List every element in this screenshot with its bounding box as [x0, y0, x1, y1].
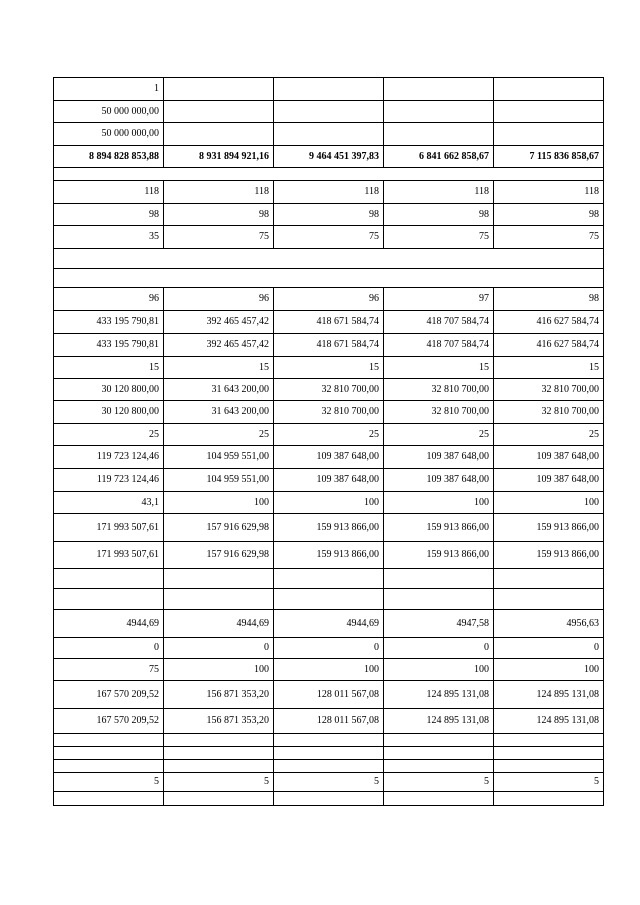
table-cell: 171 993 507,61	[54, 542, 164, 569]
table-cell	[274, 792, 384, 806]
table-row	[54, 146, 604, 168]
table-cell	[384, 747, 494, 760]
table-cell: 392 465 457,42	[164, 334, 274, 357]
table-cell: 167 570 209,52	[54, 681, 164, 709]
table-cell: 0	[54, 638, 164, 659]
table-cell: 109 387 648,00	[494, 446, 604, 469]
table-body	[54, 78, 604, 806]
table-cell: 96	[54, 288, 164, 311]
table-cell: 433 195 790,81	[54, 334, 164, 357]
table-cell: 25	[494, 424, 604, 446]
table-cell: 157 916 629,98	[164, 542, 274, 569]
table-cell: 43,1	[54, 492, 164, 514]
table-cell: 0	[274, 638, 384, 659]
table-cell: 416 627 584,74	[494, 334, 604, 357]
table-row	[54, 589, 604, 610]
table-row	[54, 709, 604, 734]
table-cell	[384, 589, 494, 610]
table-cell: 109 387 648,00	[274, 469, 384, 492]
table-row	[54, 101, 604, 123]
table-cell: 392 465 457,42	[164, 311, 274, 334]
table-cell: 159 913 866,00	[384, 542, 494, 569]
table-cell: 96	[274, 288, 384, 311]
table-cell: 100	[274, 492, 384, 514]
table-cell: 75	[384, 226, 494, 249]
table-row	[54, 168, 604, 181]
table-cell: 5	[274, 773, 384, 792]
table-cell: 98	[164, 204, 274, 226]
table-cell	[384, 760, 494, 773]
table-row	[54, 269, 604, 288]
table-cell	[164, 589, 274, 610]
table-cell: 32 810 700,00	[274, 401, 384, 424]
table-cell: 100	[494, 659, 604, 681]
table-cell: 1	[54, 78, 164, 101]
table-cell	[54, 569, 164, 589]
table-cell: 124 895 131,08	[494, 681, 604, 709]
table-cell: 96	[164, 288, 274, 311]
table-cell: 100	[164, 492, 274, 514]
table-cell	[494, 569, 604, 589]
table-cell: 418 707 584,74	[384, 311, 494, 334]
table-row	[54, 334, 604, 357]
table-cell	[384, 734, 494, 747]
table-cell	[384, 78, 494, 101]
table-cell: 4944,69	[164, 610, 274, 638]
table-cell: 0	[494, 638, 604, 659]
table-cell: 25	[384, 424, 494, 446]
table-row	[54, 760, 604, 773]
table-row	[54, 734, 604, 747]
data-table-container	[53, 77, 603, 806]
table-cell: 109 387 648,00	[494, 469, 604, 492]
table-cell: 433 195 790,81	[54, 311, 164, 334]
table-cell	[164, 123, 274, 146]
table-cell: 171 993 507,61	[54, 514, 164, 542]
table-cell: 25	[164, 424, 274, 446]
table-cell: 128 011 567,08	[274, 681, 384, 709]
table-cell	[54, 589, 164, 610]
table-cell: 0	[164, 638, 274, 659]
table-row	[54, 659, 604, 681]
table-row	[54, 514, 604, 542]
table-row	[54, 681, 604, 709]
table-cell	[164, 734, 274, 747]
table-cell: 15	[274, 357, 384, 379]
table-cell: 50 000 000,00	[54, 101, 164, 123]
table-cell: 118	[164, 181, 274, 204]
table-row	[54, 379, 604, 401]
table-row	[54, 249, 604, 269]
table-row	[54, 424, 604, 446]
table-cell	[54, 168, 604, 181]
table-cell: 6 841 662 858,67	[384, 146, 494, 168]
table-cell: 100	[494, 492, 604, 514]
table-cell: 167 570 209,52	[54, 709, 164, 734]
table-cell: 159 913 866,00	[274, 514, 384, 542]
table-cell	[274, 101, 384, 123]
table-cell: 97	[384, 288, 494, 311]
table-cell	[494, 123, 604, 146]
table-cell: 0	[384, 638, 494, 659]
table-row	[54, 747, 604, 760]
table-cell: 418 707 584,74	[384, 334, 494, 357]
table-row	[54, 773, 604, 792]
table-cell	[274, 78, 384, 101]
table-cell	[274, 589, 384, 610]
table-cell: 119 723 124,46	[54, 446, 164, 469]
table-row	[54, 638, 604, 659]
table-cell	[494, 760, 604, 773]
table-cell: 15	[164, 357, 274, 379]
table-cell	[164, 760, 274, 773]
table-row	[54, 469, 604, 492]
table-cell: 418 671 584,74	[274, 334, 384, 357]
table-cell	[54, 249, 604, 269]
table-cell: 118	[384, 181, 494, 204]
table-cell: 31 643 200,00	[164, 379, 274, 401]
table-cell: 159 913 866,00	[384, 514, 494, 542]
table-cell: 32 810 700,00	[384, 401, 494, 424]
table-cell: 4944,69	[274, 610, 384, 638]
table-row	[54, 181, 604, 204]
table-cell	[274, 747, 384, 760]
table-cell: 25	[54, 424, 164, 446]
table-cell: 75	[54, 659, 164, 681]
table-cell	[164, 569, 274, 589]
table-row	[54, 792, 604, 806]
table-cell: 109 387 648,00	[274, 446, 384, 469]
table-cell	[164, 101, 274, 123]
table-cell	[494, 747, 604, 760]
table-cell: 119 723 124,46	[54, 469, 164, 492]
table-row	[54, 204, 604, 226]
table-cell: 156 871 353,20	[164, 709, 274, 734]
table-cell: 30 120 800,00	[54, 401, 164, 424]
table-cell: 416 627 584,74	[494, 311, 604, 334]
table-cell	[494, 734, 604, 747]
table-cell: 75	[164, 226, 274, 249]
table-cell: 118	[494, 181, 604, 204]
table-row	[54, 123, 604, 146]
table-cell: 159 913 866,00	[494, 514, 604, 542]
table-cell	[54, 792, 164, 806]
table-cell: 75	[494, 226, 604, 249]
table-cell: 8 931 894 921,16	[164, 146, 274, 168]
table-cell: 5	[494, 773, 604, 792]
table-row	[54, 542, 604, 569]
table-cell: 98	[494, 288, 604, 311]
table-row	[54, 401, 604, 424]
table-cell	[274, 734, 384, 747]
table-cell: 4944,69	[54, 610, 164, 638]
table-cell	[164, 747, 274, 760]
table-cell: 104 959 551,00	[164, 446, 274, 469]
table-cell	[164, 78, 274, 101]
table-cell: 15	[54, 357, 164, 379]
table-cell: 100	[164, 659, 274, 681]
table-cell: 32 810 700,00	[494, 401, 604, 424]
table-row	[54, 311, 604, 334]
table-cell	[494, 78, 604, 101]
table-cell: 157 916 629,98	[164, 514, 274, 542]
table-cell	[494, 589, 604, 610]
table-cell: 100	[274, 659, 384, 681]
table-cell: 118	[274, 181, 384, 204]
table-cell	[54, 760, 164, 773]
table-cell: 32 810 700,00	[384, 379, 494, 401]
table-cell: 31 643 200,00	[164, 401, 274, 424]
table-cell: 75	[274, 226, 384, 249]
table-cell: 118	[54, 181, 164, 204]
table-cell: 4956,63	[494, 610, 604, 638]
table-cell	[494, 792, 604, 806]
table-cell: 7 115 836 858,67	[494, 146, 604, 168]
table-cell: 50 000 000,00	[54, 123, 164, 146]
table-cell: 30 120 800,00	[54, 379, 164, 401]
table-cell: 35	[54, 226, 164, 249]
table-cell: 8 894 828 853,88	[54, 146, 164, 168]
table-cell: 159 913 866,00	[274, 542, 384, 569]
table-cell: 5	[54, 773, 164, 792]
table-cell: 109 387 648,00	[384, 469, 494, 492]
table-cell: 159 913 866,00	[494, 542, 604, 569]
table-cell: 124 895 131,08	[384, 709, 494, 734]
table-cell: 9 464 451 397,83	[274, 146, 384, 168]
table-row	[54, 446, 604, 469]
table-cell: 98	[384, 204, 494, 226]
table-cell	[274, 123, 384, 146]
table-cell	[54, 747, 164, 760]
table-cell: 4947,58	[384, 610, 494, 638]
table-cell: 418 671 584,74	[274, 311, 384, 334]
table-cell	[494, 101, 604, 123]
table-cell	[384, 569, 494, 589]
table-cell: 98	[494, 204, 604, 226]
table-cell: 15	[384, 357, 494, 379]
table-cell	[384, 101, 494, 123]
table-cell	[164, 792, 274, 806]
table-cell	[54, 734, 164, 747]
table-cell: 32 810 700,00	[274, 379, 384, 401]
table-cell: 25	[274, 424, 384, 446]
table-cell: 104 959 551,00	[164, 469, 274, 492]
table-cell: 100	[384, 659, 494, 681]
table-cell: 100	[384, 492, 494, 514]
table-cell: 5	[384, 773, 494, 792]
table-cell: 124 895 131,08	[384, 681, 494, 709]
table-row	[54, 610, 604, 638]
table-cell: 128 011 567,08	[274, 709, 384, 734]
table-row	[54, 226, 604, 249]
table-cell	[384, 123, 494, 146]
table-cell	[274, 760, 384, 773]
table-cell: 15	[494, 357, 604, 379]
data-table	[53, 77, 604, 806]
table-cell: 98	[274, 204, 384, 226]
table-row	[54, 78, 604, 101]
table-row	[54, 357, 604, 379]
table-cell: 32 810 700,00	[494, 379, 604, 401]
table-cell: 5	[164, 773, 274, 792]
table-cell: 98	[54, 204, 164, 226]
table-cell: 156 871 353,20	[164, 681, 274, 709]
table-cell: 109 387 648,00	[384, 446, 494, 469]
table-cell	[384, 792, 494, 806]
table-row	[54, 492, 604, 514]
table-cell	[274, 569, 384, 589]
table-row	[54, 569, 604, 589]
table-cell: 124 895 131,08	[494, 709, 604, 734]
table-row	[54, 288, 604, 311]
table-cell	[54, 269, 604, 288]
